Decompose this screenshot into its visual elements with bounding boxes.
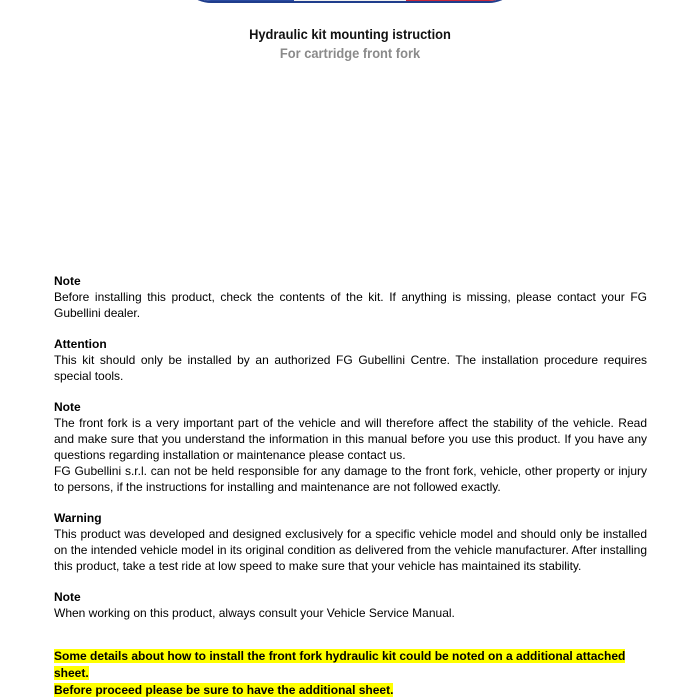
logo-banner <box>180 0 520 3</box>
section-paragraph: When working on this product, always consult your Vehicle Service Manual. <box>54 606 455 620</box>
section-heading: Note <box>54 590 81 604</box>
highlighted-notice-line-2 <box>54 682 647 699</box>
highlighted-notice <box>54 648 647 699</box>
highlighted-text: Before proceed please be sure to have the additional sheet. <box>54 683 394 697</box>
document-body <box>54 273 647 699</box>
document-subtitle: For cartridge front fork <box>279 45 421 61</box>
section-heading: Note <box>54 274 81 288</box>
section-paragraph: FG Gubellini s.r.l. can not be held responsible for any damage to the front fork, vehicle, other property or injury to persons, if the instructions for installing and maintenance are not followed exactly. <box>54 464 647 494</box>
section-note-service-manual <box>54 589 647 621</box>
section-heading: Warning <box>54 511 102 525</box>
section-paragraph: Before installing this product, check the contents of the kit. If anything is missing, please contact your FG Gubellini dealer. <box>54 290 647 320</box>
highlighted-notice-line-1 <box>54 648 647 682</box>
section-warning <box>54 510 647 574</box>
document-title: Hydraulic kit mounting istruction <box>249 26 451 42</box>
logo-segment-red <box>406 0 518 1</box>
section-paragraph: The front fork is a very important part of the vehicle and will therefore affect the stability of the vehicle. Read and make sure that you understand the information in this manual before you use this product. If you have any questions regarding installation or maintenance please contact us. <box>54 416 647 462</box>
section-heading: Attention <box>54 337 107 351</box>
section-attention <box>54 336 647 384</box>
logo-segment-white <box>294 0 406 1</box>
logo-segment-blue <box>182 0 294 1</box>
section-paragraph: This kit should only be installed by an authorized FG Gubellini Centre. The installation procedure requires special tools. <box>54 353 647 383</box>
highlighted-text: Some details about how to install the front fork hydraulic kit could be noted on a additional attached sheet. <box>54 649 626 680</box>
section-note-contents <box>54 273 647 321</box>
section-note-front-fork <box>54 399 647 495</box>
section-paragraph: This product was developed and designed exclusively for a specific vehicle model and should only be installed on the intended vehicle model in its original condition as delivered from the vehicle manufacturer. After installing this product, take a test ride at low speed to make sure that your vehicle has maintained its stability. <box>54 527 647 573</box>
section-heading: Note <box>54 400 81 414</box>
